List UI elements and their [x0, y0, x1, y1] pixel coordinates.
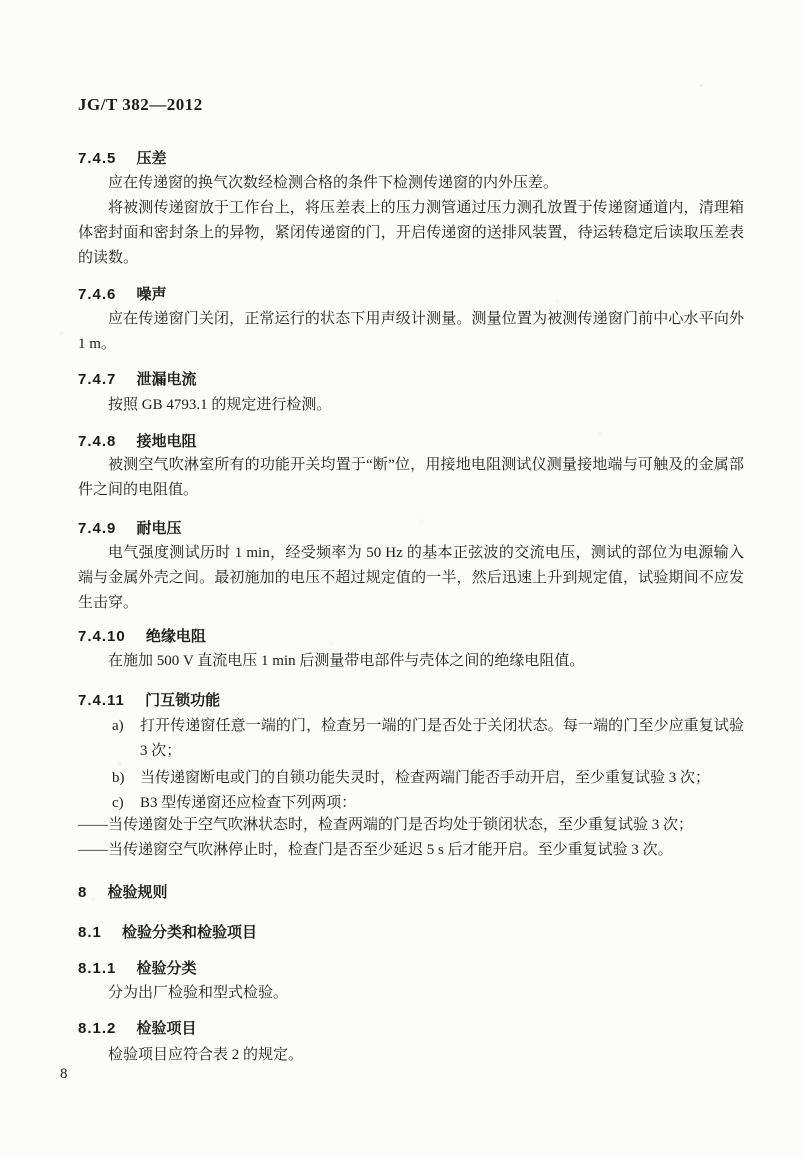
dash-item: ——当传递窗处于空气吹淋状态时，检查两端的门是否均处于锁闭状态，至少重复试验 3 次；: [78, 817, 694, 833]
paragraph: 按照 GB 4793.1 的规定进行检测。: [108, 397, 332, 413]
paragraph: 电气强度测试历时 1 min，经受频率为 50 Hz 的基本正弦波的交流电压，测试的部位为电源输入端与金属外壳之间。最初施加的电压不超过规定值的一半，然后迅速上升到规定值，试验期间不应发生击穿。: [78, 545, 744, 611]
section-number: 7.4.6: [78, 286, 117, 303]
chapter-title: 检验规则: [107, 884, 168, 901]
paragraph: 应在传递窗门关闭，正常运行的状态下用声级计测量。测量位置为被测传递窗门前中心水平向外 1 m。: [78, 311, 744, 352]
paragraph: 分为出厂检验和型式检验。: [108, 985, 289, 1001]
section-heading-7-4-10: [78, 625, 744, 646]
section-number: 8.1.2: [78, 1020, 117, 1037]
section-title: 压差: [136, 150, 167, 167]
list-text: 当传递窗断电或门的自锁功能失灵时，检查两端门能否手动开启，至少重复试验 3 次；: [140, 770, 711, 786]
section-title: 检验分类: [136, 960, 197, 977]
section-heading-7-4-7: [78, 368, 744, 389]
section-heading-7-4-8: [78, 430, 744, 451]
section-heading-8-1: [78, 921, 744, 942]
section-title: 检验项目: [136, 1020, 197, 1037]
section-heading-7-4-6: [78, 283, 744, 304]
list-item-a: [78, 714, 744, 764]
section-title: 耐电压: [136, 520, 182, 537]
chapter-heading-8: [78, 881, 744, 902]
list-marker: b): [112, 770, 125, 786]
chapter-number: 8: [78, 884, 88, 901]
section-title: 接地电阻: [136, 433, 197, 450]
section-number: 7.4.5: [78, 150, 117, 167]
section-number: 7.4.8: [78, 433, 117, 450]
section-heading-8-1-1: [78, 957, 744, 978]
section-number: 7.4.10: [78, 628, 126, 645]
section-number: 7.4.9: [78, 520, 117, 537]
section-number: 7.4.11: [78, 692, 125, 709]
section-number: 8.1.1: [78, 960, 117, 977]
list-text: 打开传递窗任意一端的门，检查另一端的门是否处于关闭状态。每一端的门至少应重复试验 3 次；: [140, 718, 744, 759]
paragraph: 在施加 500 V 直流电压 1 min 后测量带电部件与壳体之间的绝缘电阻值。: [108, 653, 585, 669]
list-text: B3 型传递窗还应检查下列两项：: [140, 795, 357, 811]
section-title: 检验分类和检验项目: [122, 924, 258, 941]
section-heading-7-4-9: [78, 517, 744, 538]
paragraph: 被测空气吹淋室所有的功能开关均置于“断”位，用接地电阻测试仪测量接地端与可触及的金属部件之间的电阻值。: [78, 457, 744, 498]
document-header: JG/T 382—2012: [78, 95, 203, 114]
list-marker: a): [112, 718, 124, 734]
section-heading-7-4-5: [78, 147, 744, 168]
section-heading-7-4-11: [78, 689, 744, 710]
section-number: 8.1: [78, 924, 102, 941]
section-title: 泄漏电流: [136, 371, 197, 388]
section-number: 7.4.7: [78, 371, 117, 388]
section-title: 绝缘电阻: [145, 628, 206, 645]
dash-item: ——当传递窗空气吹淋停止时，检查门是否至少延迟 5 s 后才能开启。至少重复试验 3 次。: [78, 842, 673, 858]
list-item-b: [78, 766, 744, 791]
paragraph: 将被测传递窗放于工作台上，将压差表上的压力测管通过压力测孔放置于传递窗通道内，清理箱体密封面和密封条上的异物，紧闭传递窗的门，开启传递窗的送排风装置，待运转稳定后读取压差表的读数。: [78, 200, 744, 266]
paragraph: 应在传递窗的换气次数经检测合格的条件下检测传递窗的内外压差。: [108, 175, 559, 191]
page-number: 8: [60, 1066, 68, 1082]
section-title: 噪声: [136, 286, 167, 303]
paragraph: 检验项目应符合表 2 的规定。: [108, 1047, 304, 1063]
section-title: 门互锁功能: [145, 692, 221, 709]
section-heading-8-1-2: [78, 1017, 744, 1038]
list-marker: c): [112, 795, 124, 811]
